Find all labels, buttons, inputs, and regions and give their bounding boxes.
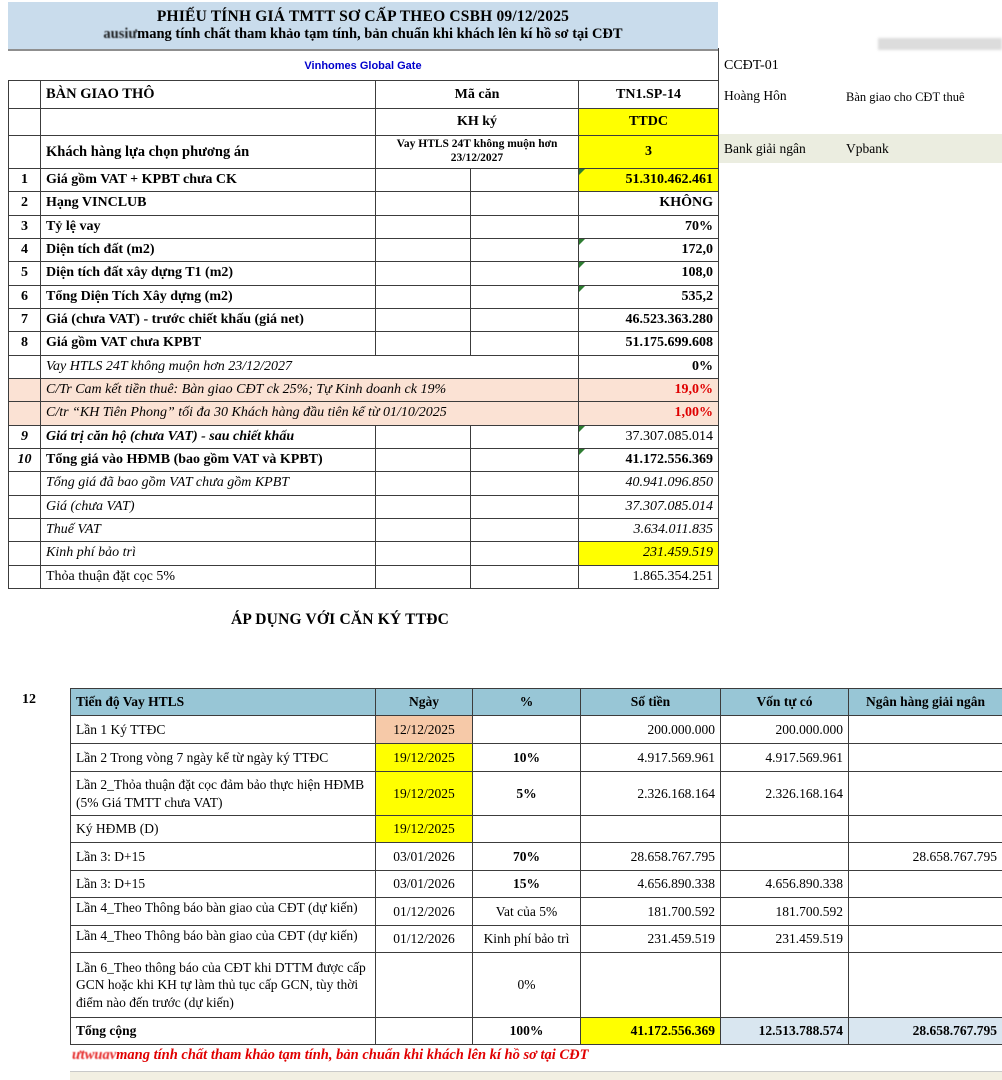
row-label-cell: Diện tích đất xây dựng T1 (m2) (41, 262, 376, 285)
equity-cell: 2.326.168.164 (721, 772, 849, 816)
empty-cell (471, 542, 579, 565)
row-number-cell (9, 136, 41, 169)
row-number-cell: 3 (9, 216, 41, 239)
row-number-cell (9, 566, 41, 589)
empty-cell (471, 169, 579, 192)
amount-cell (581, 953, 721, 1018)
schedule-row (71, 871, 1002, 898)
empty-cell (376, 542, 471, 565)
row-number-cell (9, 472, 41, 495)
empty-cell (376, 426, 471, 449)
price-row (9, 309, 719, 332)
empty-cell (376, 472, 471, 495)
date-cell: 19/12/2025 (376, 816, 473, 843)
empty-cell (376, 262, 471, 285)
amount-cell: 200.000.000 (581, 716, 721, 744)
schedule-total-row (71, 1018, 1002, 1045)
milestone-label-cell: Lần 3: D+15 (71, 843, 376, 871)
milestone-label-cell: Tổng cộng (71, 1018, 376, 1045)
percent-cell: 15% (473, 871, 581, 898)
schedule-row (71, 898, 1002, 926)
empty-cell (471, 426, 579, 449)
row-value-cell: 37.307.085.014 (579, 426, 719, 449)
sheet-title: PHIẾU TÍNH GIÁ TMTT SƠ CẤP THEO CSBH 09/12/2025 (156, 8, 570, 25)
milestone-label-cell: Lần 3: D+15 (71, 871, 376, 898)
empty-cell (41, 109, 376, 136)
amount-cell: 2.326.168.164 (581, 772, 721, 816)
equity-cell (721, 843, 849, 871)
row-label-cell: C/Tr Cam kết tiền thuê: Bàn giao CĐT ck 25%; Tự Kinh doanh ck 19% (41, 379, 579, 402)
row-label-cell: C/tr “KH Tiên Phong” tối đa 30 Khách hàng đầu tiên kể từ 01/10/2025 (41, 402, 579, 425)
price-row (9, 566, 719, 589)
table-row (9, 136, 719, 169)
row-label-cell: Vay HTLS 24T không muộn hơn 23/12/2027 (41, 356, 579, 379)
header-cell: % (473, 689, 581, 716)
row-value-cell: 0% (579, 356, 719, 379)
table-row (9, 109, 719, 136)
scan-smudge (878, 38, 1002, 50)
equity-cell: 12.513.788.574 (721, 1018, 849, 1045)
kh-ky-label-cell: KH ký (376, 109, 579, 136)
row-number-cell (9, 496, 41, 519)
handover-note: Bàn giao cho CĐT thuê (846, 90, 965, 104)
milestone-label-cell: Lần 1 Ký TTĐC (71, 716, 376, 744)
row-number-cell (9, 519, 41, 542)
equity-cell: 200.000.000 (721, 716, 849, 744)
row-value-cell: 1.865.354.251 (579, 566, 719, 589)
date-cell (376, 953, 473, 1018)
price-row (9, 169, 719, 192)
price-row (9, 286, 719, 309)
date-cell (376, 1018, 473, 1045)
milestone-label-cell: Lần 4_Theo Thông báo bàn giao của CĐT (dự kiến) (71, 898, 376, 926)
date-cell: 01/12/2026 (376, 898, 473, 926)
price-row (9, 519, 719, 542)
price-row (9, 356, 719, 379)
row-value-cell: 41.172.556.369 (579, 449, 719, 472)
schedule-row (71, 744, 1002, 772)
milestone-label-cell: Ký HĐMB (D) (71, 816, 376, 843)
row-number-cell: 6 (9, 286, 41, 309)
row-number-cell (9, 542, 41, 565)
percent-cell (473, 816, 581, 843)
row-label-cell: Giá (chưa VAT) (41, 496, 376, 519)
price-row (9, 542, 719, 565)
schedule-table (70, 688, 1002, 1045)
header-cell: Tiến độ Vay HTLS (71, 689, 376, 716)
schedule-row (71, 772, 1002, 816)
bank-disbursement-cell (849, 898, 1002, 926)
empty-cell (376, 169, 471, 192)
schedule-row (71, 816, 1002, 843)
bank-disbursement-cell (849, 926, 1002, 953)
empty-cell (471, 286, 579, 309)
watermark-text: ưtwuav (72, 1047, 117, 1063)
bank-disbursement-cell (849, 744, 1002, 772)
amount-cell (581, 816, 721, 843)
schedule-header-row (71, 689, 1002, 716)
footer-note: ưtwuavmang tính chất tham khảo tạm tính, bản chuẩn khi khách lên kí hồ sơ tại CĐT (72, 1047, 589, 1063)
option-label-cell: Khách hàng lựa chọn phương án (41, 136, 376, 169)
row-value-cell: 3.634.011.835 (579, 519, 719, 542)
percent-cell: Kinh phí bảo trì (473, 926, 581, 953)
date-cell: 03/01/2026 (376, 871, 473, 898)
row-label-cell: Giá trị căn hộ (chưa VAT) - sau chiết khấu (41, 426, 376, 449)
header-cell: Ngày (376, 689, 473, 716)
row-number-cell: 8 (9, 332, 41, 355)
empty-cell (471, 496, 579, 519)
summary-table (8, 80, 719, 589)
row-value-cell: 108,0 (579, 262, 719, 285)
date-cell: 01/12/2026 (376, 926, 473, 953)
percent-cell: Vat của 5% (473, 898, 581, 926)
schedule-row (71, 926, 1002, 953)
empty-cell (376, 519, 471, 542)
bank-disbursement-cell (849, 816, 1002, 843)
amount-cell: 181.700.592 (581, 898, 721, 926)
bank-disbursement-cell: 28.658.767.795 (849, 843, 1002, 871)
schedule-row-number: 12 (22, 692, 36, 707)
milestone-label-cell: Lần 2_Thỏa thuận đặt cọc đảm bảo thực hiện HĐMB (5% Giá TMTT chưa VAT) (71, 772, 376, 816)
price-row (9, 192, 719, 215)
kh-ky-value-cell: TTDC (579, 109, 719, 136)
row-label-cell: Giá gồm VAT chưa KPBT (41, 332, 376, 355)
price-row (9, 332, 719, 355)
row-number-cell: 5 (9, 262, 41, 285)
header-cell: Vốn tự có (721, 689, 849, 716)
row-number-cell (9, 356, 41, 379)
bottom-row-edge (70, 1071, 1002, 1080)
percent-cell: 100% (473, 1018, 581, 1045)
row-number-cell: 1 (9, 169, 41, 192)
row-number-cell: 2 (9, 192, 41, 215)
row-value-cell: 535,2 (579, 286, 719, 309)
row-label-cell: Thỏa thuận đặt cọc 5% (41, 566, 376, 589)
empty-cell (376, 239, 471, 262)
option-value-cell: 3 (579, 136, 719, 169)
empty-cell (471, 192, 579, 215)
bank-row (719, 134, 1002, 163)
empty-cell (376, 566, 471, 589)
empty-cell (471, 449, 579, 472)
amount-cell: 4.917.569.961 (581, 744, 721, 772)
empty-cell (471, 519, 579, 542)
row-value-cell: 231.459.519 (579, 542, 719, 565)
percent-cell (473, 716, 581, 744)
row-number-cell: 7 (9, 309, 41, 332)
watermark-text: ausiư (103, 26, 138, 42)
equity-cell: 4.656.890.338 (721, 871, 849, 898)
amount-cell: 41.172.556.369 (581, 1018, 721, 1045)
bank-value: Vpbank (846, 140, 889, 156)
price-row (9, 426, 719, 449)
row-value-cell: 1,00% (579, 402, 719, 425)
header-cell: Số tiền (581, 689, 721, 716)
row-label-cell: Giá (chưa VAT) - trước chiết khấu (giá net) (41, 309, 376, 332)
price-row (9, 239, 719, 262)
percent-cell: 0% (473, 953, 581, 1018)
section-title: ÁP DỤNG VỚI CĂN KÝ TTĐC (231, 611, 450, 628)
empty-cell (471, 472, 579, 495)
empty-cell (376, 309, 471, 332)
date-cell: 19/12/2025 (376, 744, 473, 772)
empty-cell (376, 449, 471, 472)
empty-cell (376, 192, 471, 215)
schedule-row (71, 716, 1002, 744)
row-value-cell: 40.941.096.850 (579, 472, 719, 495)
price-row (9, 449, 719, 472)
empty-cell (471, 262, 579, 285)
price-row (9, 402, 719, 425)
handover-type-cell: BÀN GIAO THÔ (41, 81, 376, 109)
bank-disbursement-cell (849, 772, 1002, 816)
project-brand: Vinhomes Global Gate (304, 60, 422, 72)
schedule-row (71, 953, 1002, 1018)
row-value-cell: 51.310.462.461 (579, 169, 719, 192)
amount-cell: 231.459.519 (581, 926, 721, 953)
date-cell: 12/12/2025 (376, 716, 473, 744)
row-value-cell: 46.523.363.280 (579, 309, 719, 332)
empty-cell (471, 216, 579, 239)
row-label-cell: Tổng giá vào HĐMB (bao gồm VAT và KPBT) (41, 449, 376, 472)
row-number-cell: 9 (9, 426, 41, 449)
row-value-cell: 51.175.699.608 (579, 332, 719, 355)
row-label-cell: Thuế VAT (41, 519, 376, 542)
sheet-subtitle: ausiưmang tính chất tham khảo tạm tính, bản chuẩn khi khách lên kí hồ sơ tại CĐT (103, 26, 623, 42)
sheet-header (8, 2, 718, 51)
row-label-cell: Tổng giá đã bao gồm VAT chưa gồm KPBT (41, 472, 376, 495)
loan-option-cell: Vay HTLS 24T không muộn hơn 23/12/2027 (376, 136, 579, 169)
price-row (9, 216, 719, 239)
amount-cell: 4.656.890.338 (581, 871, 721, 898)
percent-cell: 5% (473, 772, 581, 816)
row-label-cell: Diện tích đất (m2) (41, 239, 376, 262)
project-name: Hoàng Hôn (724, 88, 787, 103)
empty-cell (471, 332, 579, 355)
contract-code: CCĐT-01 (724, 58, 779, 73)
equity-cell: 181.700.592 (721, 898, 849, 926)
empty-cell (471, 309, 579, 332)
date-cell: 19/12/2025 (376, 772, 473, 816)
row-number-cell (9, 81, 41, 109)
empty-cell (376, 286, 471, 309)
bank-disbursement-cell (849, 716, 1002, 744)
row-number-cell (9, 109, 41, 136)
milestone-label-cell: Lần 6_Theo thông báo của CĐT khi DTTM được cấp GCN hoặc khi KH tự làm thủ tục cấp GCN, tùy thời điểm nào đến trước (dự kiến) (71, 953, 376, 1018)
percent-cell: 10% (473, 744, 581, 772)
equity-cell: 4.917.569.961 (721, 744, 849, 772)
empty-cell (376, 496, 471, 519)
equity-cell (721, 816, 849, 843)
price-row (9, 496, 719, 519)
bank-disbursement-cell: 28.658.767.795 (849, 1018, 1002, 1045)
row-value-cell: 70% (579, 216, 719, 239)
row-value-cell: 172,0 (579, 239, 719, 262)
milestone-label-cell: Lần 2 Trong vòng 7 ngày kể từ ngày ký TTĐC (71, 744, 376, 772)
row-label-cell: Kinh phí bảo trì (41, 542, 376, 565)
row-label-cell: Tổng Diện Tích Xây dựng (m2) (41, 286, 376, 309)
row-number-cell: 4 (9, 239, 41, 262)
row-label-cell: Giá gồm VAT + KPBT chưa CK (41, 169, 376, 192)
milestone-label-cell: Lần 4_Theo Thông báo bàn giao của CĐT (dự kiến) (71, 926, 376, 953)
empty-cell (471, 566, 579, 589)
equity-cell (721, 953, 849, 1018)
row-label-cell: Hạng VINCLUB (41, 192, 376, 215)
table-row (9, 81, 719, 109)
price-rows (9, 169, 719, 589)
row-value-cell: 19,0% (579, 379, 719, 402)
row-value-cell: 37.307.085.014 (579, 496, 719, 519)
bank-disbursement-cell (849, 871, 1002, 898)
unit-code-value-cell: TN1.SP-14 (579, 81, 719, 109)
price-row (9, 262, 719, 285)
percent-cell: 70% (473, 843, 581, 871)
price-row (9, 379, 719, 402)
row-value-cell: KHÔNG (579, 192, 719, 215)
header-cell: Ngân hàng giải ngân (849, 689, 1002, 716)
bank-label: Bank giải ngân (724, 140, 806, 156)
row-label-cell: Tỷ lệ vay (41, 216, 376, 239)
amount-cell: 28.658.767.795 (581, 843, 721, 871)
empty-cell (376, 216, 471, 239)
schedule-row (71, 843, 1002, 871)
row-number-cell: 10 (9, 449, 41, 472)
bank-disbursement-cell (849, 953, 1002, 1018)
row-number-cell (9, 402, 41, 425)
row-number-cell (9, 379, 41, 402)
empty-cell (376, 332, 471, 355)
equity-cell: 231.459.519 (721, 926, 849, 953)
date-cell: 03/01/2026 (376, 843, 473, 871)
empty-cell (471, 239, 579, 262)
price-row (9, 472, 719, 495)
unit-code-label-cell: Mã căn (376, 81, 579, 109)
